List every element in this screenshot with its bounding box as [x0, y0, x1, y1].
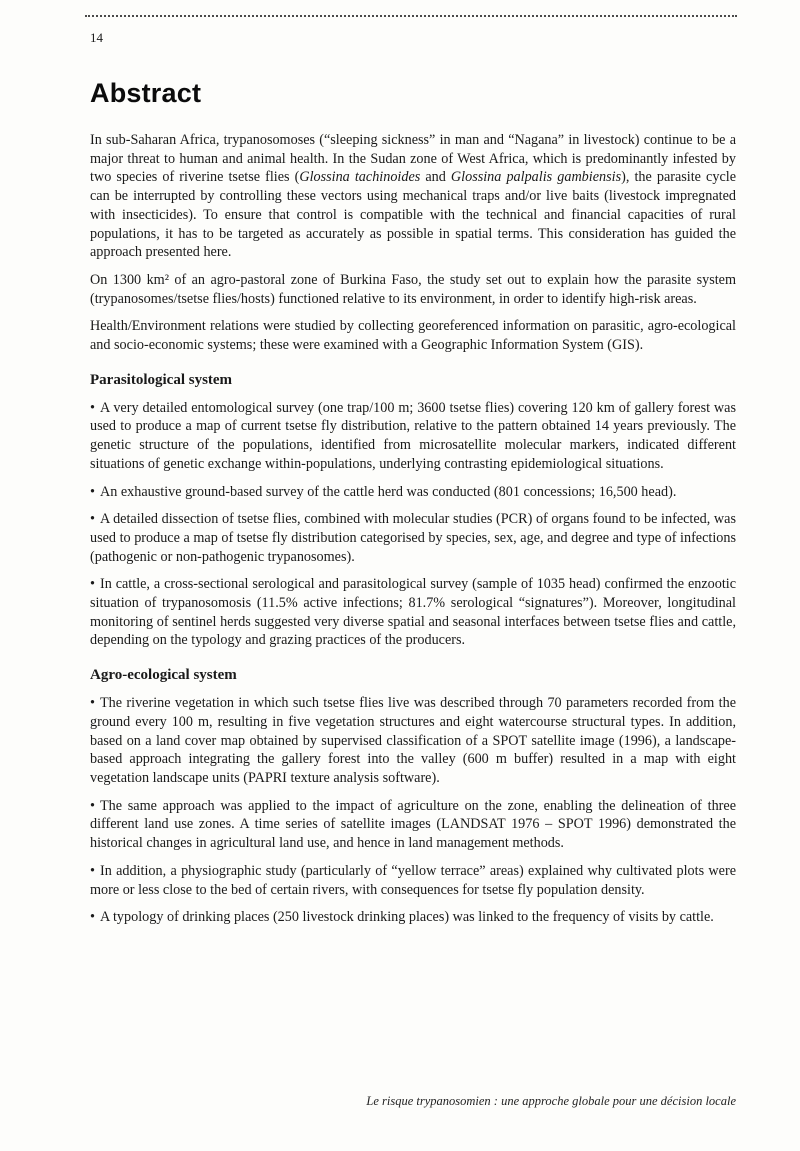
intro-paragraph-1: In sub-Saharan Africa, trypanosomoses (“sleeping sickness” in man and “Nagana” in livestock) continue to be a major threat to human and animal health. In the Sudan zone of West Africa, which is predominantly infested by two species of riverine tsetse flies (Glossina tachinoides and Glossina palpalis gambiensis), the parasite cycle can be interrupted by controlling these vectors using mechanical traps and/or live baits (livestock impregnated with insecticides). To ensure that control is compatible with the technical and financial capacities of rural populations, it has to be targeted as accurately as possible in spatial terms. This consideration has guided the approach presented here. [90, 132, 736, 261]
bullet-text: In addition, a physiographic study (particularly of “yellow terrace” areas) explained why cultivated plots were more or less close to the bed of certain rivers, with consequences for tsetse fly population density. [90, 862, 736, 898]
bullet-icon: • [90, 797, 95, 814]
bullet-text: In cattle, a cross-sectional serological and parasitological survey (sample of 1035 head) confirmed the enzootic situation of trypanosomosis (11.5% active infections; 81.7% serological “signatures”). Moreover, longitudinal monitoring of sentinel herds suggested very diverse spatial and seasonal interfaces between tsetse flies and cattle, depending on the typology and grazing practices of the producers. [90, 576, 736, 649]
bullet-item [90, 399, 736, 474]
bullet-item [90, 510, 736, 566]
bullet-item [90, 862, 736, 899]
bullet-icon: • [90, 511, 95, 528]
bullet-icon: • [90, 399, 95, 416]
bullet-icon: • [90, 576, 95, 593]
bullet-item [90, 575, 736, 650]
bullet-text: A detailed dissection of tsetse flies, combined with molecular studies (PCR) of organs found to be infected, was used to produce a map of tsetse fly distribution categorised by species, sex, age, and degree and type of infections (pathogenic or non-pathogenic trypanosomes). [90, 511, 736, 565]
intro-paragraph-3: Health/Environment relations were studied by collecting georeferenced information on parasitic, agro-ecological and socio-economic systems; these were examined with a Geographic Information System (GIS). [90, 318, 736, 354]
bullet-text: A typology of drinking places (250 livestock drinking places) was linked to the frequency of visits by cattle. [99, 909, 714, 926]
bullet-icon: • [90, 483, 95, 500]
page-number: 14 [90, 30, 103, 45]
bullet-text: An exhaustive ground-based survey of the cattle herd was conducted (801 concessions; 16,500 head). [99, 483, 677, 500]
top-dotted-rule [85, 15, 737, 17]
section-heading: Agro-ecological system [90, 667, 237, 684]
bullet-icon: • [90, 909, 95, 926]
bullet-icon: • [90, 695, 95, 712]
abstract-title: Abstract [90, 78, 202, 108]
bullet-text: The same approach was applied to the impact of agriculture on the zone, enabling the delineation of three different land use zones. A time series of satellite images (LANDSAT 1976 – SPOT 1996) demonstrated the historical changes in agricultural land use, and hence in land management methods. [90, 797, 736, 852]
section-agro-ecological-system [90, 667, 736, 927]
page-content [90, 78, 736, 936]
running-footer: Le risque trypanosomien : une approche globale pour une décision locale [366, 1094, 736, 1108]
bullet-item [90, 483, 736, 502]
bullet-text: The riverine vegetation in which such tsetse flies live was described through 70 parameters recorded from the ground every 100 m, resulting in five vegetation structures and eight watercourse structural types. In addition, based on a land cover map obtained by supervised classification of a SPOT satellite image (1996), a landscape-based approach integrating the gallery forest into the valley (600 m buffer) resulted in a map with eight vegetation landscape units (PAPRI texture analysis software). [90, 695, 736, 786]
bullet-item [90, 797, 736, 853]
bullet-text: A very detailed entomological survey (one trap/100 m; 3600 tsetse flies) covering 120 km of gallery forest was used to produce a map of current tsetse fly distribution, relative to the pattern obtained 14 years previously. The genetic structure of the populations, identified from microsatellite molecular markers, indicated different situations of genetic exchange within-populations, underlying contrasting epidemiological situations. [90, 399, 736, 472]
bullet-item [90, 908, 736, 927]
bullet-icon: • [90, 862, 95, 879]
intro-paragraph-2: On 1300 km² of an agro-pastoral zone of Burkina Faso, the study set out to explain how the parasite system (trypanosomes/tsetse flies/hosts) functioned relative to its environment, in order to identify high-risk areas. [90, 271, 736, 307]
bullet-item [90, 694, 736, 788]
section-heading: Parasitological system [90, 371, 233, 388]
section-parasitological-system [90, 372, 736, 650]
